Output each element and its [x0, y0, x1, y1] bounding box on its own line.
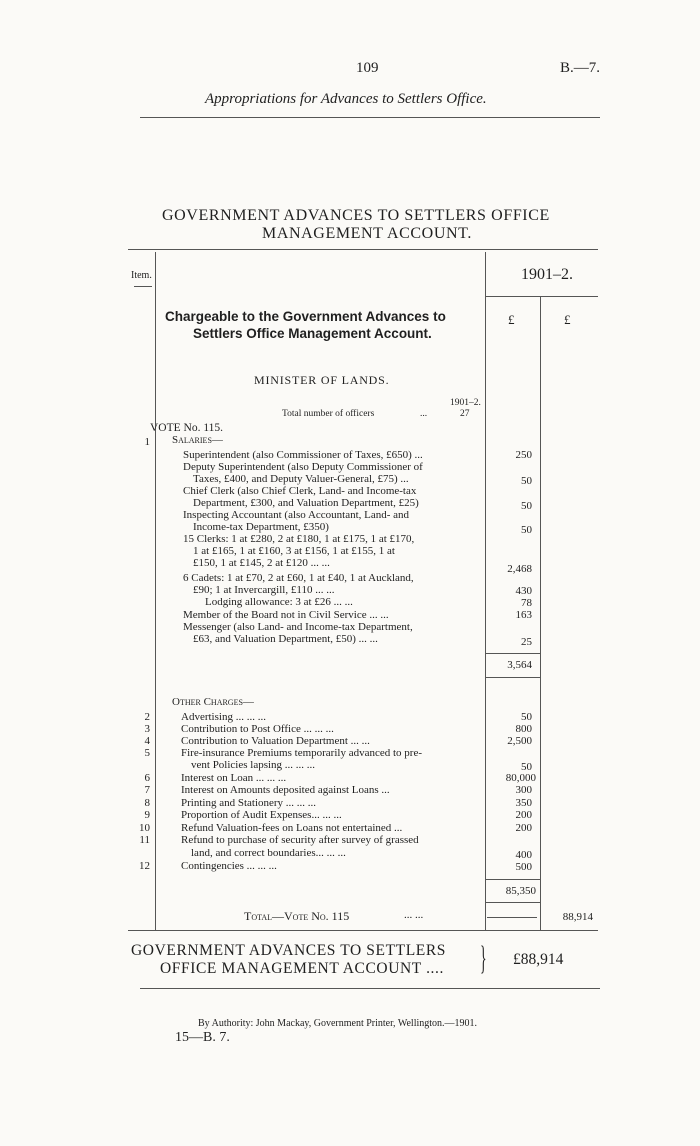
- salary-line: £150, 1 at £145, 2 at £120 ... ...: [193, 557, 330, 569]
- salary-line: Inspecting Accountant (also Accountant, Land- and: [183, 509, 410, 521]
- salary-amount: 430: [515, 585, 532, 597]
- charge-line: Contribution to Post Office ... ... ...: [181, 723, 334, 735]
- salary-amount: 163: [515, 609, 532, 621]
- salary-line: Deputy Superintendent (also Deputy Commissioner of: [183, 461, 423, 473]
- charge-line: Refund Valuation-fees on Loans not entertained ...: [181, 822, 403, 834]
- table-top-rule: [128, 249, 598, 250]
- document-reference: B.—7.: [560, 60, 601, 76]
- officers-year: 1901–2.: [450, 398, 481, 408]
- charge-amount: 800: [515, 723, 532, 735]
- salary-line: Department, £300, and Valuation Department, £25): [193, 497, 419, 509]
- salary-amount: 250: [515, 449, 532, 461]
- salary-amount: 78: [521, 597, 532, 609]
- item-column-rule: [155, 252, 156, 930]
- minister-heading: MINISTER OF LANDS.: [254, 373, 390, 387]
- salary-line: 1 at £165, 1 at £160, 3 at £156, 1 at £155, 1 at: [193, 545, 395, 557]
- salary-amount: 50: [521, 475, 532, 487]
- summary-title-line-1: GOVERNMENT ADVANCES TO SETTLERS: [131, 942, 446, 959]
- salary-line: Messenger (also Land- and Income-tax Department,: [183, 621, 413, 633]
- item-header-underline: [134, 286, 152, 287]
- account-title-line-2: MANAGEMENT ACCOUNT.: [262, 225, 472, 242]
- page-signature: 15—B. 7.: [175, 1030, 230, 1045]
- salaries-subtotal-underline: [485, 677, 540, 678]
- summary-amount: £88,914: [513, 951, 564, 968]
- salaries-subtotal-rule: [485, 653, 540, 654]
- charge-line: land, and correct boundaries... ... ...: [191, 847, 346, 859]
- salary-line: Income-tax Department, £350): [193, 521, 329, 533]
- salary-line: Taxes, £400, and Deputy Valuer-General, £75) ...: [193, 473, 409, 485]
- charge-amount: 50: [521, 761, 532, 773]
- vote-total-leader: [487, 917, 537, 918]
- charge-line: Refund to purchase of security after survey of grassed: [181, 834, 419, 846]
- salary-amount: 25: [521, 636, 532, 648]
- charge-amount: 350: [515, 797, 532, 809]
- summary-rule: [140, 988, 600, 989]
- salary-line: Member of the Board not in Civil Service ... ...: [183, 609, 389, 621]
- other-charges-subtotal: 85,350: [505, 885, 536, 897]
- officers-dots: ...: [420, 409, 428, 419]
- header-rule: [140, 117, 600, 118]
- item-number: 12: [139, 860, 150, 872]
- item-number: 6: [144, 772, 150, 784]
- other-subtotal-underline: [485, 902, 540, 903]
- item-number: 7: [144, 784, 150, 796]
- summary-title-line-2: OFFICE MANAGEMENT ACCOUNT ....: [160, 960, 444, 977]
- item-number: 5: [144, 747, 150, 759]
- vote-total-label: Total—Vote No. 115: [244, 909, 350, 923]
- charge-amount: 200: [515, 822, 532, 834]
- salary-amount: 50: [521, 500, 532, 512]
- item-number: 3: [144, 723, 150, 735]
- item-number: 2: [144, 711, 150, 723]
- vote-heading: VOTE No. 115.: [150, 422, 224, 434]
- charge-line: Advertising ... ... ...: [181, 711, 266, 723]
- vote-total-dots: ... ...: [404, 909, 424, 921]
- charge-line: Printing and Stationery ... ... ...: [181, 797, 317, 809]
- charge-amount: 500: [515, 861, 532, 873]
- vote-total-amount: 88,914: [562, 911, 593, 923]
- charge-amount: 80,000: [505, 772, 536, 784]
- currency-symbol-1: £: [508, 312, 515, 327]
- printer-authority: By Authority: John Mackay, Government Printer, Wellington.—1901.: [198, 1018, 478, 1029]
- salary-line: Chief Clerk (also Chief Clerk, Land- and Income-tax: [183, 485, 417, 497]
- salary-amount: 50: [521, 524, 532, 536]
- year-header-rule: [485, 296, 598, 297]
- item-number: 8: [144, 797, 150, 809]
- other-subtotal-rule: [485, 879, 540, 880]
- charge-amount: 300: [515, 784, 532, 796]
- charge-line: Fire-insurance Premiums temporarily advanced to pre-: [181, 747, 423, 759]
- salary-line: 15 Clerks: 1 at £280, 2 at £180, 1 at £175, 1 at £170,: [183, 533, 415, 545]
- table-bottom-rule: [128, 930, 598, 931]
- year-column-header: 1901–2.: [521, 266, 573, 283]
- item-column-header: Item.: [131, 270, 152, 281]
- salary-line: Lodging allowance: 3 at £26 ... ...: [205, 596, 353, 608]
- salary-line: £63, and Valuation Department, £50) ... ...: [193, 633, 378, 645]
- charge-amount: 50: [521, 711, 532, 723]
- account-title-line-1: GOVERNMENT ADVANCES TO SETTLERS OFFICE: [162, 207, 550, 224]
- salaries-item-number: 1: [144, 436, 150, 448]
- item-number: 10: [139, 822, 150, 834]
- summary-brace: }: [480, 940, 487, 977]
- officers-count: 27: [460, 409, 470, 419]
- running-title: Appropriations for Advances to Settlers Office.: [205, 91, 487, 107]
- amount-column-rule-2: [540, 296, 541, 930]
- item-number: 11: [139, 834, 150, 846]
- item-number: 4: [144, 735, 150, 747]
- officers-label: Total number of officers: [282, 409, 375, 419]
- chargeable-heading-line-1: Chargeable to the Government Advances to: [165, 309, 446, 324]
- charge-line: Interest on Loan ... ... ...: [181, 772, 287, 784]
- salaries-subtotal: 3,564: [507, 659, 532, 671]
- currency-symbol-2: £: [564, 312, 571, 327]
- item-number: 9: [144, 809, 150, 821]
- chargeable-heading-line-2: Settlers Office Management Account.: [193, 326, 432, 341]
- salary-line: Superintendent (also Commissioner of Taxes, £650) ...: [183, 449, 423, 461]
- charge-line: Contribution to Valuation Department ... ...: [181, 735, 370, 747]
- charge-line: Contingencies ... ... ...: [181, 860, 277, 872]
- charge-line: vent Policies lapsing ... ... ...: [191, 759, 316, 771]
- charge-line: Proportion of Audit Expenses... ... ...: [181, 809, 342, 821]
- page-number: 109: [356, 60, 379, 76]
- charge-amount: 400: [515, 849, 532, 861]
- salary-line: £90; 1 at Invercargill, £110 ... ...: [193, 584, 335, 596]
- other-charges-heading: Other Charges—: [172, 696, 254, 708]
- charge-amount: 2,500: [507, 735, 532, 747]
- salaries-heading: Salaries—: [172, 434, 223, 446]
- salary-line: 6 Cadets: 1 at £70, 2 at £60, 1 at £40, 1 at Auckland,: [183, 572, 414, 584]
- charge-line: Interest on Amounts deposited against Loans ...: [181, 784, 390, 796]
- charge-amount: 200: [515, 809, 532, 821]
- amount-column-rule-1: [485, 252, 486, 930]
- salary-amount: 2,468: [507, 563, 532, 575]
